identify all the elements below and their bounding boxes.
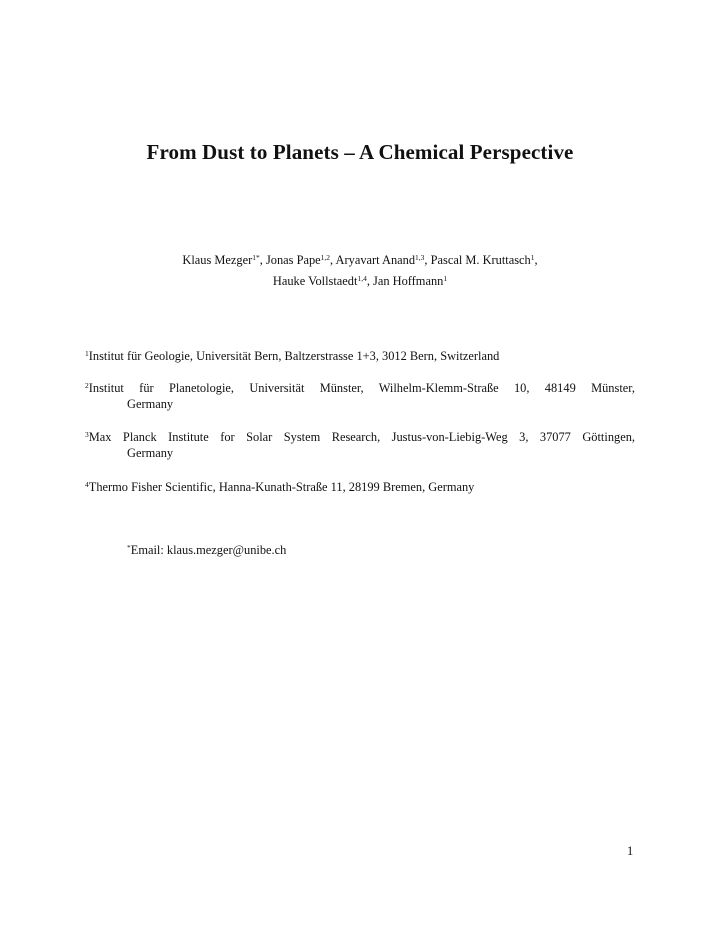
author-line-1 — [0, 250, 720, 271]
affiliation-text: Max Planck Institute for Solar System Research, Justus-von-Liebig-Weg 3, 37077 Göttingen, — [88, 430, 635, 444]
author-affiliation-marker: 1 — [530, 253, 535, 262]
author-separator: , — [424, 253, 431, 267]
email-text: Email: klaus.mezger@unibe.ch — [130, 543, 287, 557]
author-separator: , — [259, 253, 266, 267]
author-separator: , — [534, 253, 538, 267]
author-line-2 — [0, 271, 720, 292]
author-separator: , — [330, 253, 336, 267]
author-affiliation-marker: 1,3 — [415, 253, 425, 262]
author-name: Hauke Vollstaedt — [272, 274, 358, 288]
page-number: 1 — [627, 844, 634, 858]
affiliation-1 — [85, 348, 635, 364]
affiliation-4 — [85, 479, 635, 495]
affiliation-text: Institut für Planetologie, Universität Münster, Wilhelm-Klemm-Straße 10, 48149 Münster, — [88, 381, 635, 395]
affiliation-text: Thermo Fisher Scientific, Hanna-Kunath-Straße 11, 28199 Bremen, Germany — [88, 480, 475, 494]
corresponding-email — [127, 543, 286, 558]
affiliation-text: Institut für Geologie, Universität Bern, Baltzerstrasse 1+3, 3012 Bern, Switzerland — [88, 349, 500, 363]
corresponding-marker: * — [127, 543, 131, 552]
author-list — [0, 250, 720, 292]
affiliation-text-continuation: Germany — [127, 397, 174, 411]
affiliation-3 — [85, 429, 635, 461]
affiliation-number: 1 — [85, 349, 89, 358]
affiliation-number: 2 — [85, 381, 89, 390]
affiliation-number: 3 — [85, 430, 89, 439]
affiliation-text-continuation: Germany — [127, 446, 174, 460]
author-name: Aryavart Anand — [335, 253, 416, 267]
author-affiliation-marker: 1* — [252, 253, 260, 262]
paper-title: From Dust to Planets – A Chemical Perspective — [146, 140, 574, 164]
author-name: Klaus Mezger — [182, 253, 253, 267]
author-name: Jan Hoffmann — [373, 274, 444, 288]
author-affiliation-marker: 1,2 — [320, 253, 331, 262]
author-affiliation-marker: 1 — [443, 274, 448, 283]
author-name: Jonas Pape — [265, 253, 321, 267]
affiliation-2 — [85, 380, 635, 412]
author-separator: , — [366, 274, 374, 288]
author-affiliation-marker: 1,4 — [357, 274, 367, 283]
affiliation-number: 4 — [85, 480, 89, 489]
author-name: Pascal M. Kruttasch — [430, 253, 531, 267]
